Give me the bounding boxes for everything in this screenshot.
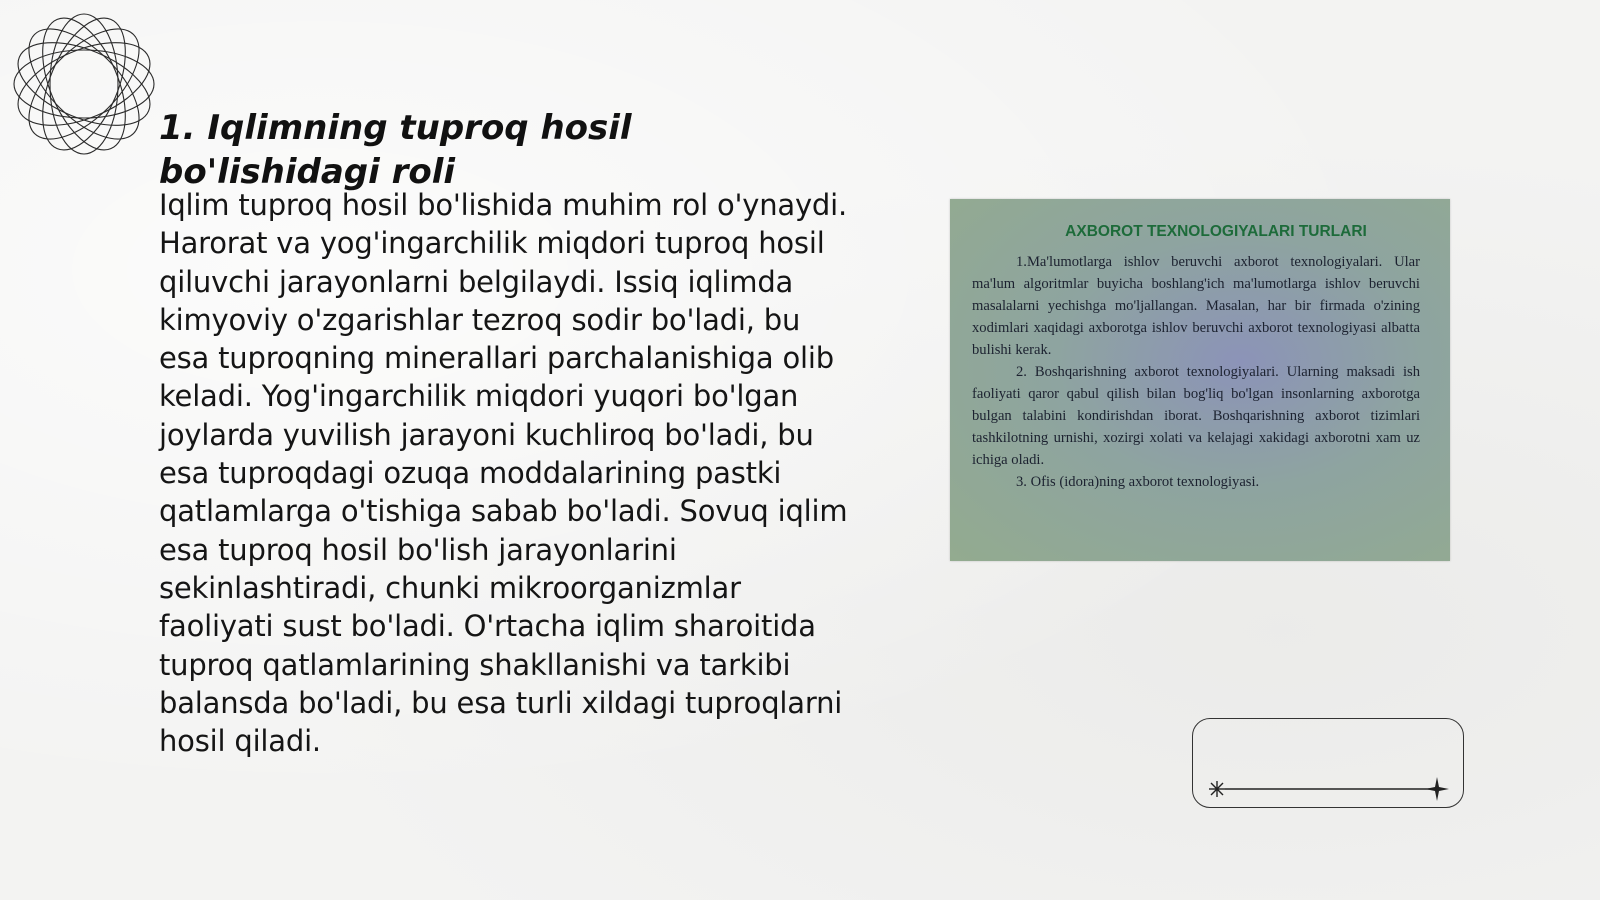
scan-heading: AXBOROT TEXNOLOGIYALARI TURLARI (1065, 223, 1367, 240)
scan-paragraph: 2. Boshqarishning axborot texnologiyalari. Ularning maksadi ish faoliyati qaror qabul qilish bilan bog'liq bo'lgan insonlarning axborotga bulgan talabini kondirishdan iborat. Boshqarishning axborot tizimlari tashkilotning urnishi, xozirgi xolati va kelajagi xakidagi axborotni xam uz ichiga oladi. (972, 364, 1420, 468)
slide-title: 1. Iqlimning tuproq hosil bo'lishidagi roli (159, 108, 632, 192)
scan-paragraph: 3. Ofis (idora)ning axborot texnologiyasi. (1016, 474, 1260, 490)
four-point-star-icon (1425, 777, 1449, 801)
decorative-rounded-frame (1192, 718, 1464, 808)
slide-body-text: Iqlim tuproq hosil bo'lishida muhim rol o'ynaydi. Harorat va yog'ingarchilik miqdori tuproq hosil qiluvchi jarayonlarni belgilaydi. Issiq iqlimda kimyoviy o'zgarishlar tezroq sodir bo'ladi, bu esa tuproqning minerallari parchalanishiga olib keladi. Yog'ingarchilik miqdori yuqori bo'lgan joylarda yuvilish jarayoni kuchliroq bo'ladi, bu esa tuproqdagi ozuqa moddalarining pastki qatlamlarga o'tishiga sabab bo'ladi. Sovuq iqlim esa tuproq hosil bo'lish jarayonlarini sekinlashtiradi, chunki mikroorganizmlar faoliyati sust bo'ladi. O'rtacha iqlim sharoitida tuproq qatlamlarining shakllanishi va tarkibi balansda bo'ladi, bu esa turli xildagi tuproqlarni hosil qiladi. (159, 188, 848, 759)
scan-paragraph: 1.Ma'lumotlarga ishlov beruvchi axborot texnologiyalari. Ular ma'lum algoritmlar buyicha boshlang'ich ma'lumotlarga ishlov beruvchi masalalarni yechishga mo'ljallangan. Masalan, har bir firmada o'zining xodimlari xaqidagi axborotga ishlov beruvchi axborot texnologiyasi albatta bulishi kerak. (972, 254, 1420, 358)
scanned-textbook-image (950, 199, 1450, 561)
circular-ornament-icon (10, 10, 158, 158)
sparkle-star-icon (1209, 781, 1225, 797)
